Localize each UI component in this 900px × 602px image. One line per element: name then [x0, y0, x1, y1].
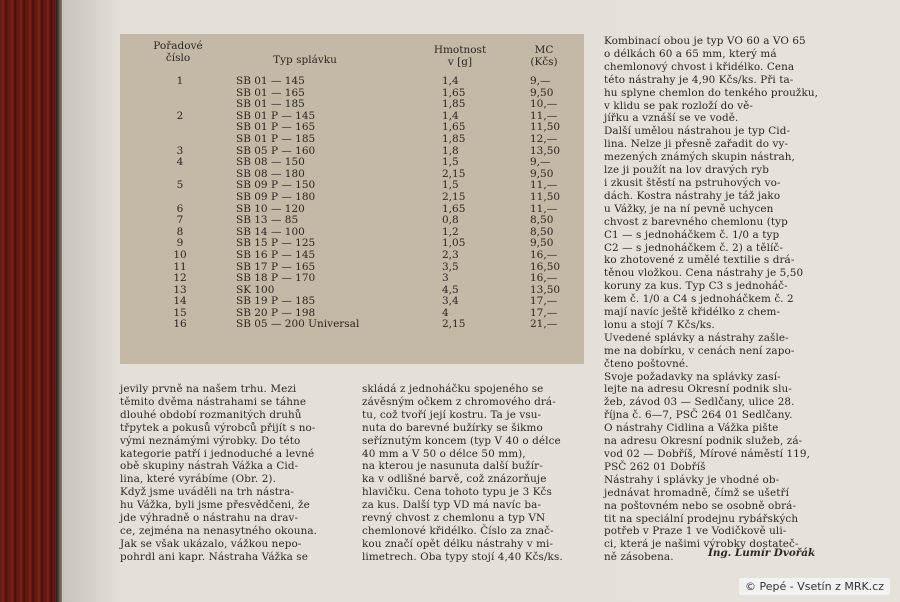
row-mass: 1,4 — [442, 75, 459, 87]
row-mass: 2,15 — [442, 190, 466, 203]
row-type: SB 01 P — 185 — [236, 132, 316, 145]
row-number — [162, 88, 198, 100]
header-price: MC (Kčs) — [530, 44, 558, 68]
row-type: SB 01 P — 165 — [236, 121, 316, 134]
row-type: SB 18 P — 170 — [236, 272, 316, 285]
row-mass: 1,65 — [442, 202, 466, 215]
article-column-2: skládá z jednoháčku spojeného se závěsným očkem z chromového drá- tu, což tvoří její kostru. Ta je vsu- nuta do barevné bužírky se šikmo seříznutým koncem (typ V 40 o délce 40 mm a V 50 o délce 50 mm), na kterou je nasunuta další bužír- ka v odlišné barvě, což znázorňuje hlavičku. Cena tohoto typu je 3 Kčs za kus. Další typ VD má navíc ba- revný chvost z chemlonu a typ VN chemlonové křidélko. Číslo za znač- kou značí opět délku nástrahy v mi- limetrech. Oba typy stojí 4,40 Kčs/ks. — [362, 383, 563, 563]
row-mass: 3,5 — [442, 260, 459, 273]
row-price: 11,50 — [530, 121, 561, 134]
row-number: 16 — [173, 318, 187, 331]
row-number: 7 — [176, 214, 184, 227]
row-number: 13 — [173, 283, 187, 296]
row-price: 9,— — [530, 75, 551, 87]
row-mass: 2,3 — [442, 248, 459, 261]
row-number: 15 — [173, 306, 187, 319]
row-type: SB 05 — 200 Universal — [236, 318, 360, 331]
row-type: SB 09 P — 150 — [236, 179, 316, 192]
row-type: SB 05 P — 160 — [236, 144, 316, 157]
row-type: SB 08 — 180 — [236, 167, 305, 180]
row-price: 11,— — [530, 109, 558, 122]
row-mass: 1,4 — [442, 109, 459, 122]
row-type: SB 09 P — 180 — [236, 190, 316, 203]
row-number: 9 — [176, 237, 184, 250]
header-type: Typ splávku — [273, 54, 337, 66]
row-type: SB 16 P — 145 — [236, 248, 316, 261]
row-mass: 0,8 — [442, 214, 459, 227]
article-column-3: Kombinací obou je typ VO 60 a VO 65 o délkách 60 a 65 mm, který má chemlonový chvost i křidélko. Cena této nástrahy je 4,90 Kčs/ks. Při ta- hu splyne chemlon do tenkého proužku, v klidu se pak rozloží do vě- jířku a vznáší se ve vodě. Další umělou nástrahou je typ Cid- lina. Nelze ji přesně zařadit do vy- mezených známých skupin nástrah, lze ji použít na lov dravých ryb i zkusit štěstí na pstruhových vo- dách. Kostra nástrahy je táž jako u Vážky, je na ní pevně uchycen chvost z barevného chemlonu (typ C1 — s jednoháčkem č. 1/0 a typ C2 — s jednoháčkem č. 2) a tělíč- ko zhotovené z umělé textilie s drá- těnou vložkou. Cena nástrahy je 5,50 koruny za kus. Typ C3 s jednoháč- kem č. 1/0 a C4 s jednoháčkem č. 2 mají navíc ještě křidélko z chem- lonu a stojí 7 Kčs/ks. Uvedené splávky a nástrahy zašle- me na dobírku, v cenách není zapo- čteno poštovné. Svoje požadavky na splávky zasí- lejte na adresu Okresní podnik slu- žeb, závod 03 — Sedlčany, ulice 28. října č. 6—7, PSČ 264 01 Sedlčany. O nástrahy Cidlina a Vážka pište na adresu Okresní podnik služeb, zá- vod 02 — Dobříš, Mírové náměstí 119, PSČ 262 01 Dobříš Nástrahy i splávky je vhodné ob- jednávat hromadně, čímž se ušetří na poštovném nebo se osobně obrá- tit na speciální prodejnu rybářských potřeb v Praze 1 ve Vodičkově uli- ci, která je našimi výrobky dostateč- ně zásobena. — [604, 35, 819, 564]
row-mass: 3,4 — [442, 295, 459, 308]
article-column-1: jevily prvně na našem trhu. Mezi těmito dvěma nástrahami se táhne dlouhé období rozmanitých druhů třpytek a pokusů výrobců přijít s no- vými neznámými výrobky. Do této kategorie patří i jednoduché a levné obě skupiny nástrah Vážka a Cid- lina, které vyrábíme (Obr. 2). Když jsme uváděli na trh nástra- hu Vážka, byli jsme přesvědčeni, že jde výhradně o nástrahu na drav- ce, zejména na nenasytného okouna. Jak se však ukázalo, vážkou nepo- pohrdl ani kapr. Nástraha Vážka se — [120, 383, 318, 563]
header-number: Pořadové číslo — [153, 40, 203, 64]
row-price: 21,— — [530, 318, 558, 331]
row-number: 4 — [176, 156, 184, 169]
row-price: 9,50 — [530, 167, 554, 180]
author-signature: Ing. Lumír Dvořák — [708, 547, 816, 559]
column-mass — [442, 76, 492, 331]
row-price: 9,50 — [530, 237, 554, 250]
row-mass: 1,2 — [442, 225, 459, 238]
row-price: 10,— — [530, 98, 558, 111]
row-price: 9,50 — [530, 86, 554, 99]
row-mass: 1,85 — [442, 98, 466, 111]
row-number: 1 — [176, 75, 184, 87]
row-type: SB 14 — 100 — [236, 225, 305, 238]
row-number — [162, 122, 198, 134]
header-mass: Hmotnost v [g] — [433, 44, 487, 68]
row-price: 11,50 — [530, 190, 561, 203]
row-number: 2 — [176, 109, 184, 122]
row-mass: 1,5 — [442, 179, 459, 192]
row-type: SB 13 — 85 — [236, 214, 299, 227]
row-type: SB 10 — 120 — [236, 202, 305, 215]
row-price: 13,50 — [530, 144, 561, 157]
row-mass: 1,05 — [442, 237, 466, 250]
column-type — [236, 76, 396, 331]
row-mass: 4 — [442, 306, 449, 319]
row-mass: 4,5 — [442, 283, 459, 296]
row-price: 16,— — [530, 248, 558, 261]
row-type: SB 15 P — 125 — [236, 237, 316, 250]
row-type: SB 01 P — 145 — [236, 109, 316, 122]
row-mass: 3 — [442, 272, 449, 285]
row-type: SB 01 — 165 — [236, 86, 305, 99]
column-number — [162, 76, 198, 331]
row-price: 13,50 — [530, 283, 561, 296]
row-number: 14 — [173, 295, 187, 308]
row-price: 11,— — [530, 179, 558, 192]
row-type: SB 19 P — 185 — [236, 295, 316, 308]
row-price: 11,— — [530, 202, 558, 215]
row-price: 8,50 — [530, 225, 554, 238]
row-type: SB 17 P — 165 — [236, 260, 316, 273]
row-number — [162, 192, 198, 204]
row-mass: 1,65 — [442, 121, 466, 134]
row-type: SB 01 — 185 — [236, 98, 305, 111]
row-number: 10 — [173, 248, 187, 261]
row-number: 3 — [176, 144, 184, 157]
row-price: 12,— — [530, 132, 558, 145]
row-type: SB 08 — 150 — [236, 156, 305, 169]
row-number: 6 — [176, 202, 184, 215]
column-price — [530, 76, 580, 331]
row-number: 5 — [176, 179, 184, 192]
photo-watermark: © Pepé - Vsetín z MRK.cz — [739, 578, 890, 595]
row-type: SK 100 — [236, 283, 275, 296]
row-mass: 2,15 — [442, 167, 466, 180]
row-mass: 1,65 — [442, 86, 466, 99]
row-mass: 1,8 — [442, 144, 459, 157]
row-type: SB 01 — 145 — [236, 75, 305, 87]
row-type: SB 20 P — 198 — [236, 306, 316, 319]
row-mass: 2,15 — [442, 318, 466, 331]
row-mass: 1,5 — [442, 156, 459, 169]
row-mass: 1,85 — [442, 132, 466, 145]
row-price: 9,— — [530, 156, 551, 169]
row-price: 17,— — [530, 295, 558, 308]
row-number: 12 — [173, 272, 187, 285]
row-price: 16,50 — [530, 260, 561, 273]
row-price: 17,— — [530, 306, 558, 319]
book-binding — [0, 0, 56, 602]
row-number: 11 — [173, 260, 187, 273]
row-number — [162, 134, 198, 146]
row-number: 8 — [176, 225, 184, 238]
row-price: 8,50 — [530, 214, 554, 227]
row-price: 16,— — [530, 272, 558, 285]
float-table — [120, 34, 584, 364]
